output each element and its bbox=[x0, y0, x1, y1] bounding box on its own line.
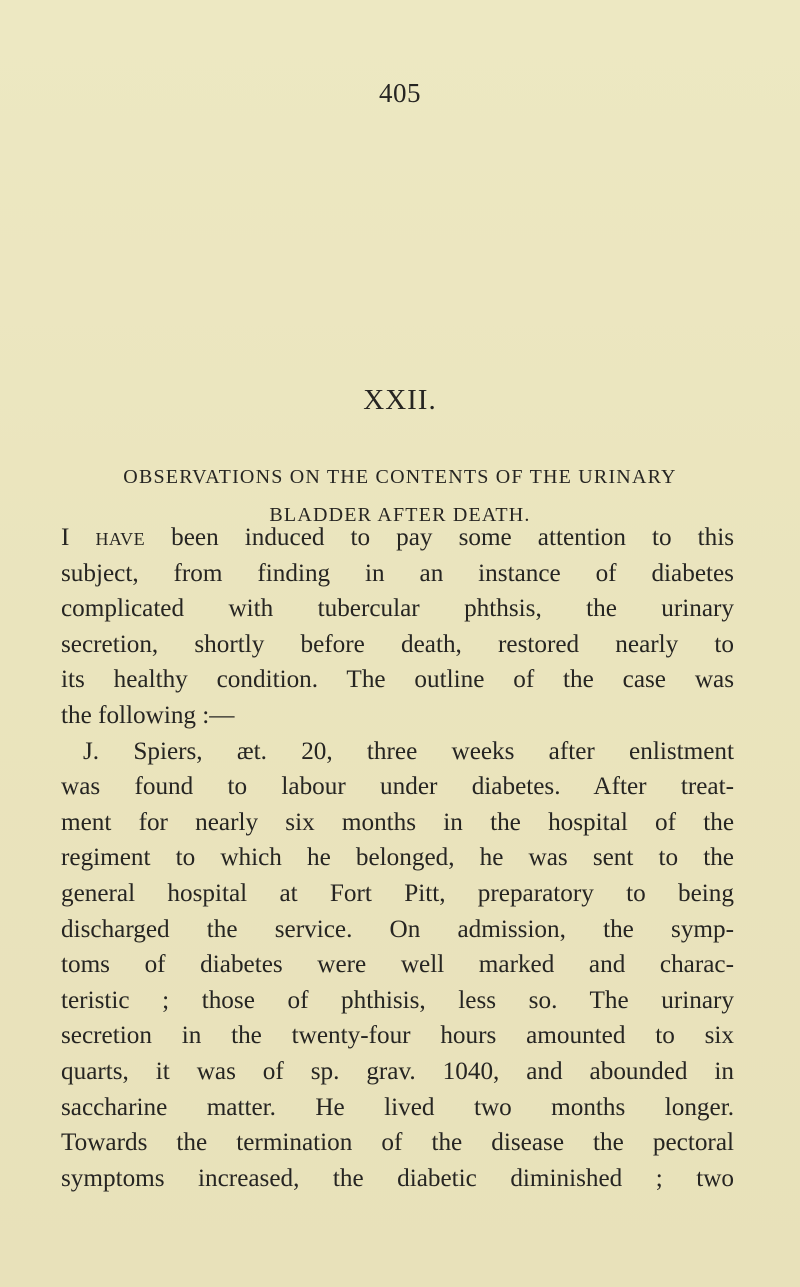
text-line-16: quarts, it was of sp. grav. 1040, and abounded in bbox=[61, 1057, 734, 1085]
text-line-12: discharged the service. On admission, the symp- bbox=[61, 915, 734, 943]
text-line-15: secretion in the twenty-four hours amounted to six bbox=[61, 1022, 734, 1050]
text-line-18: Towards the termination of the disease the pectoral bbox=[61, 1129, 734, 1157]
page-number: 405 bbox=[379, 78, 421, 108]
chapter-title-line-1: OBSERVATIONS ON THE CONTENTS OF THE URINARY bbox=[123, 466, 677, 488]
body-text bbox=[61, 520, 734, 1196]
text-line-8: was found to labour under diabetes. After treat- bbox=[61, 773, 734, 801]
text-line-4: secretion, shortly before death, restored nearly to bbox=[61, 630, 734, 658]
text-line-3: complicated with tubercular phthsis, the urinary bbox=[61, 595, 734, 623]
text-line-17: saccharine matter. He lived two months longer. bbox=[61, 1093, 734, 1121]
text-line-13: toms of diabetes were well marked and charac- bbox=[61, 951, 734, 979]
text-line-2: subject, from finding in an instance of diabetes bbox=[61, 559, 734, 587]
text-line-9: ment for nearly six months in the hospital of the bbox=[61, 808, 734, 836]
text-line-11: general hospital at Fort Pitt, preparatory to being bbox=[61, 879, 734, 907]
text-line-1 bbox=[61, 520, 734, 556]
text-line-10: regiment to which he belonged, he was sent to the bbox=[61, 844, 734, 872]
opening-rest: been induced to pay some attention to this bbox=[171, 524, 734, 551]
text-line-5: its healthy condition. The outline of the case was bbox=[61, 666, 734, 694]
small-caps-word: have bbox=[95, 524, 146, 551]
text-line-14: teristic ; those of phthisis, less so. The urinary bbox=[61, 986, 734, 1014]
text-line-19: symptoms increased, the diabetic diminished ; two bbox=[61, 1164, 734, 1192]
text-line-6: the following :— bbox=[61, 701, 235, 729]
text-line-7: J. Spiers, æt. 20, three weeks after enlistment bbox=[83, 737, 734, 765]
chapter-title-line-2: BLADDER AFTER DEATH. bbox=[269, 504, 531, 526]
drop-initial: I bbox=[61, 524, 70, 551]
chapter-heading: XXII. bbox=[363, 384, 437, 416]
